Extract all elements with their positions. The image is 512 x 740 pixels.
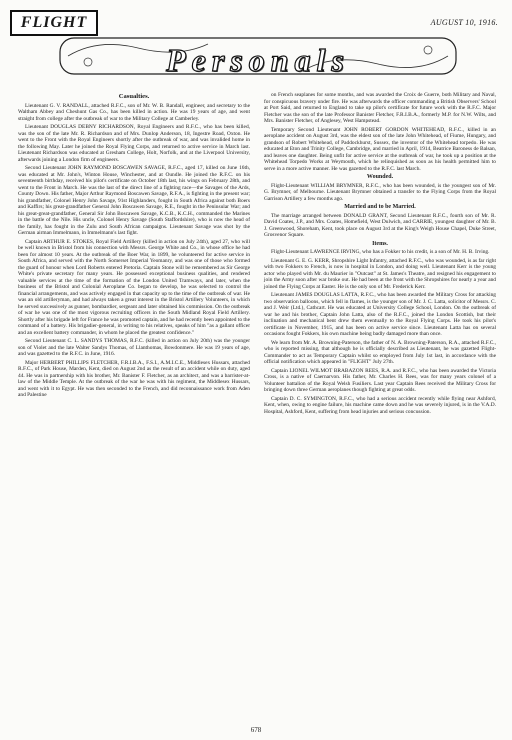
masthead [0, 0, 512, 88]
article-paragraph: Major HERBERT PHILLIPS FLETCHER, F.R.I.B.A., F.S.I., A.M.I.C.E., Middlesex Hussars, attached R.F.C., of Park House, Marden, Kent, died on August 2nd as the result of an accident while on duty, aged 44. He was in partnership with his brother, Mr. Banister F. Fletcher, as an architect, and was a barrister-at-law of the Middle Temple. At the outbreak of the war he was with his regiment, the Middlesex Hussars, and went with it to Egypt. He was then seconded to the French, and did reconnaissance work from Aden and Palestine [18, 359, 250, 398]
article-paragraph: Second Lieutenant JOHN RAYMOND BOSCAWEN SAVAGE, R.F.C., aged 17, killed on June 16th, was educated at Mr. John's, Winton House, Winchester, and at Oundle. He joined the R.F.C. on his seventeenth birthday, received his pilot's certificate on October 18th last, his wings on February 28th, and went to the Front in March. He was the last of the direct line of a fighting race—the Savages of the Ards, County Down. His father, Major Arthur Raymond Boscawen Savage, R.F.A., is fighting in the present war; his grandfather, Colonel Henry John Savage, 91st Highlanders, fought in South Africa against both Boers and Kaffirs; his great-grandfather General John Boscawen Savage, R.E., fought in the Peninsular War; and his great-great-grandfather, General Sir John Boscawen Savage, K.C.B., K.C.H., commanded the Marines in the battle of the Nile. His uncle, Colonel Henry Savage (South Staffordshire), who is now the head of the family, has fought in the Zulu and South African campaigns. Lieutenant Savage was shot by the German airman Immelmann, in Immelmann's last fight. [18, 165, 250, 236]
items-heading: Items. [372, 240, 388, 247]
article-paragraph: Lieutenant G. V. RANDALL, attached R.F.C., son of Mr. W. B. Randall, engineer, and secretary to the Waltham Abbey and Cheshunt Gas Co., has been killed in action. He was 19 years of age, and went straight from college after the outbreak of war to the Military College at Camberley. [18, 102, 250, 122]
article-paragraph: Lieutenant G. E. G. KERR, Shropshire Light Infantry, attached R.F.C., who was wounded, is as far right with two Fokkers to French, is now in hospital in London, and doing well. Lieutenant Kerr is the young actor who played with Mr. du Maurier in "Outcast" at St. James's Theatre, and resigned his engagement to join the Army soon after war broke out. He had been at the front with the Shropshires for nearly a year and joined the Flying Corps at Easter. He is the only son of Mr. Frederick Kerr. [264, 257, 496, 290]
flight-logo: FLIGHT [10, 10, 98, 36]
wounded-heading: Wounded. [366, 174, 394, 180]
article-paragraph: We learn from Mr. A. Browning-Paterson, the father of N. A. Browning-Paterson, R.A., attached R.F.C., who is reported missing, that although he is officially described as Lieutenant, he was gazetted Flight-Commander to act as Temporary Captain whilst so employed from July 1st last, in accordance with the official notification which appeared in "FLIGHT" July 27th. [264, 339, 496, 365]
left-column [18, 92, 250, 401]
article-paragraph: Lieutenant JAMES DOUGLAS LATTA, R.F.C., who has been awarded the Military Cross for attacking two observation balloons, which fell in flames, is the younger son of Mr. J. C. Latta, solicitor of Messrs. C. and J. Weir (Ltd.), Cathcart. He was educated at University College School, London. On the outbreak of war he and his brother, Captain John Latta, also of the R.F.C., joined the London Scottish, but their inclination and mechanical bent drew them eventually to the Royal Flying Corps. He took his pilot's certificate in November, 1915, and has been on active service since. Lieutenant Latta has on several occasions fought Fokkers, his own machine being badly damaged more than once. [264, 292, 496, 337]
page-number: 678 [250, 726, 262, 734]
right-column [264, 92, 496, 417]
article-paragraph: Captain LIONEL WILMOT BRABAZON REES, R.A. and R.F.C., who has been awarded the Victoria Cross, is a native of Caernarvon. His father, Mr. Charles H. Rees, was for many years colonel of a Volunteer battalion of the Royal Welsh Fusiliers. Last year Captain Rees received the Military Cross for bringing down three German aeroplanes though fighting at great odds. [264, 367, 496, 393]
article-paragraph: Flight-Lieutenant LAWRENCE IRVING, who has a Fokker to his credit, is a son of Mr. H. B. Irving. [271, 249, 490, 255]
issue-date: AUGUST 10, 1916. [430, 18, 498, 27]
article-paragraph: Captain ARTHUR E. STOKES, Royal Field Artillery (killed in action on July 24th), aged 27, who will be well known in Bristol from his connection with Messrs. George White and Co., in whose office he had been for almost 10 years. At the outbreak of the Boer War, in 1899, he volunteered for active service in South Africa, and served with the North Somerset Imperial Yeomanry, and was one of those who formed the guard of honour when Lord Roberts entered Pretoria. Captain Stone will be remembered as Sir George White's private secretary for many years. He possessed exceptional business qualities, and rendered valuable services at the time of the formation of the London United Tramways, and later, when the business of the Bristol and Colonial Aeroplane Co. began to develop, he was selected to control the financial arrangements, and was actively engaged in that capacity up to the time of the outbreak of war. He was an old artilleryman, and had always taken a great interest in the Bristol Artillery Volunteers, in which he served successively as gunner, bombardier, sergeant and later obtained his commission. On the outbreak of war he was one of the most vigorous recruiting officers in the South Midland Royal Field Artillery. Shortly after his brigade left for France he was promoted captain, and he had recently been appointed to the command of a battery. His brigadier-general, in writing to his relatives, speaks of him "as a gallant officer and an excellent battery commander, in whom he placed the greatest confidence." [18, 238, 250, 336]
article-paragraph: Second Lieutenant C. L. SANDYS THOMAS, R.F.C. (killed in action on July 20th) was the younger son of Violet and the late Walter Sandys Thomas, of Llanthomas, Bowdonmere. He was 19 years of age, and was gazetted to the R.F.C. in June, 1916. [18, 338, 250, 357]
article-paragraph: Captain D. C. SYMINGTON, R.F.C., who had a serious accident recently while flying near Ashford, Kent, when, owing to engine failure, his machine came down and he was severely injured, is in the V.A.D. Hospital, Ashford, Kent, suffering from head injuries and serious concussion. [264, 395, 496, 415]
article-paragraph: Lieutenant DOUGLAS DEBNY RICHARDSON, Royal Engineers and R.F.C., who has been killed, was the son of the late Mr. R. Richardson and of Mrs. Dunlop Anderson, 18, Ingestre Road, Oxton. He went to the Front with the Royal Engineers shortly after the outbreak of war, and was invalided home in the following May. Later he joined the Royal Flying Corps, and returned to active service in March last. Lieutenant Richardson was educated at Gresham College, Holt, Norfolk, and at the Liverpool University, afterwards joining a London firm of engineers. [18, 124, 250, 163]
article-paragraph: Temporary Second Lieutenant JOHN ROBERT GORDON WHITEHEAD, R.F.C., killed in an aeroplane accident on August 3rd, was the eldest son of the late John Whitehead, of Fiume, Hungary, and grandson of Robert Whitehead, of Paddockhurst, Sussex, the inventor of the Whitehead torpedo. He was educated at Eton and Trinity College, Cambridge, and married in April, 1914, Beatrice Baroness de Balsan, and leaves one daughter. Being unfit for active service at the outbreak of war, he took up a position at the Whitehead Torpedo Works at Weymouth, which he relinquished as soon as his health permitted him to serve in a more active manner. He was gazetted to the R.F.C. last March. [264, 126, 496, 172]
casualties-heading: Casualties. [118, 93, 150, 100]
banner-title: Personals [166, 42, 350, 78]
article-paragraph: on French seaplanes for some months, and was awarded the Croix de Guerre, both Military and Naval, for conspicuous bravery under fire. He was afterwards the officer commanding a British Observers' School at Port Said, and returned to England to take up pilot's certificate for future work with the R.F.C. Major Fletcher was the son of the late Professor Banister Fletcher, F.R.I.B.A., formerly M.P. for N.W. Wilts, and Mrs. Banister Fletcher, of Anglesey, West Hampstead. [264, 92, 496, 124]
article-paragraph: Flight-Lieutenant WILLIAM BRYMNER, R.F.C., who has been wounded, is the youngest son of Mr. G. Brymner, of Melbourne. Lieutenant Brymner obtained a transfer to the Flying Corps from the Royal Garrison Artillery a few months ago. [264, 182, 496, 202]
married-heading: Married and to be Married. [344, 204, 416, 210]
article-paragraph: The marriage arranged between DONALD GRANT, Second Lieutenant R.F.C., fourth son of Mr. R. David Coates, J.P., and Mrs. Coates, Homefield, West Dulwich, and CARRIE, youngest daughter of Mr. B. J. Greenwood, Shoreham, Kent, took place on August 3rd at the King's Weigh House Chapel, Duke Street, Grosvenor Square. [264, 212, 496, 238]
personals-banner [58, 34, 458, 78]
